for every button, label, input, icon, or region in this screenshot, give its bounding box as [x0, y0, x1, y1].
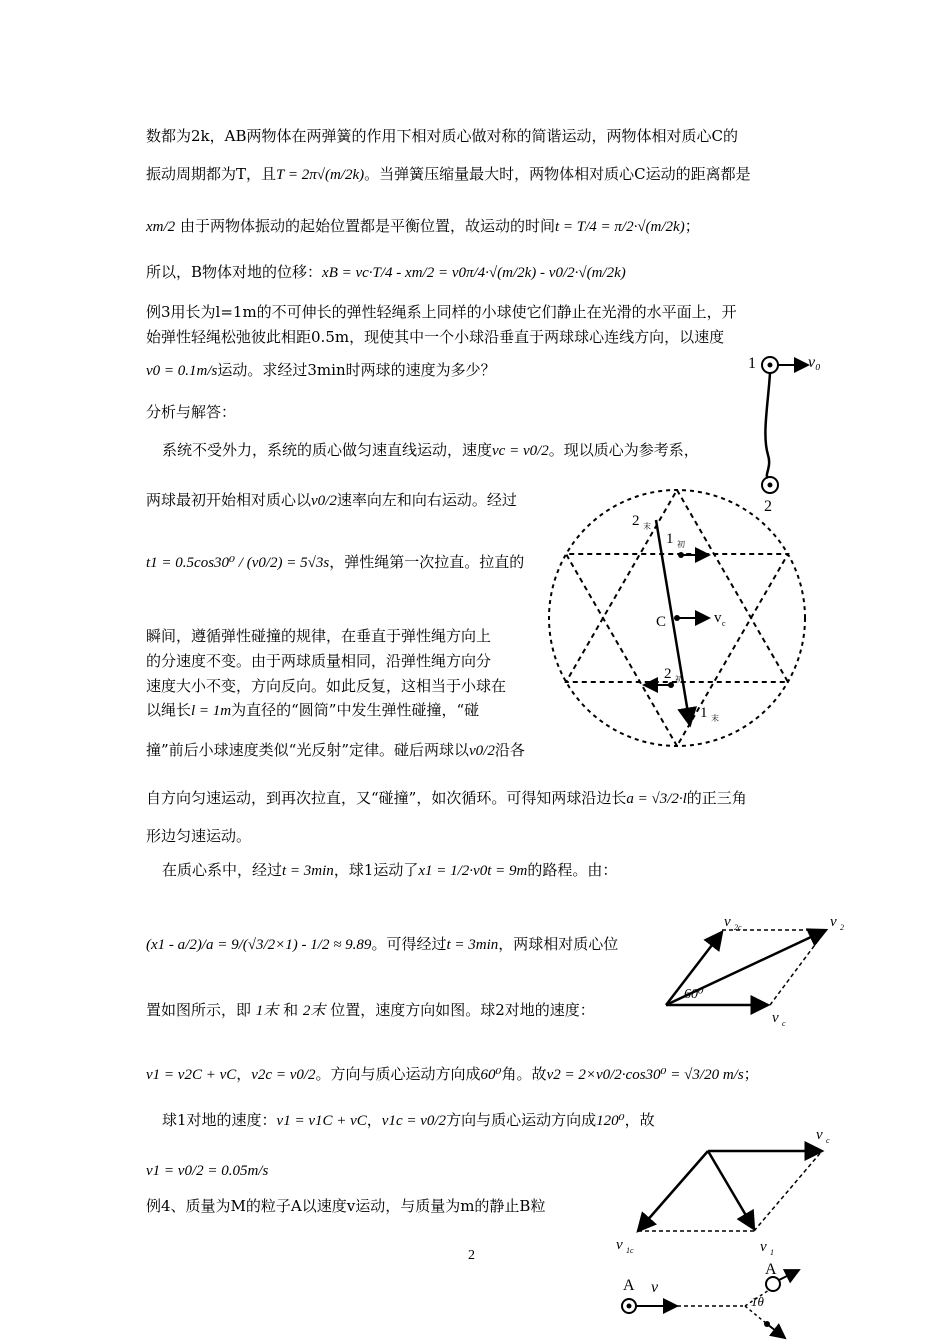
- text-line: [146, 700, 479, 721]
- label-sub: 末: [711, 714, 719, 723]
- ball-1-label: 1: [748, 355, 756, 372]
- formula-v2: v2 = 2×v0/2·cos30⁰ = √3/20 m/s: [546, 1067, 744, 1083]
- text-line: [146, 1160, 268, 1181]
- ball-2-label: 2: [764, 498, 772, 515]
- label-a: A: [765, 1262, 777, 1278]
- label-vc: v: [714, 610, 722, 626]
- label-1: 1: [666, 531, 674, 547]
- label-sub: c: [722, 619, 726, 628]
- text-line: [146, 934, 618, 955]
- text-span: 由于两物体振动的起始位置都是平衡位置，故运动的时间: [179, 217, 555, 235]
- label-sub: 初: [677, 540, 685, 549]
- text-line: 的分速度不变。由于两球质量相同，沿弹性绳方向分: [146, 652, 492, 670]
- text-line: 数都为2k，AB两物体在两弹簧的作用下相对质心做对称的简谐运动，两物体相对质心C的: [146, 127, 738, 145]
- text-span: 沿各: [494, 741, 525, 759]
- angle-label: 1θ: [751, 1294, 764, 1309]
- label-vc: v: [816, 1127, 823, 1143]
- text-span: 和: [283, 1001, 299, 1019]
- text-span: 。方向与质心运动方向成: [315, 1065, 481, 1083]
- text-span: ，故: [624, 1111, 655, 1129]
- text-line: [146, 262, 626, 283]
- text-span: 。当弹簧压缩量最大时，两物体相对质心C运动的距离都是: [364, 165, 751, 183]
- v0-label: v₀: [808, 354, 821, 371]
- text-line: [146, 360, 496, 381]
- text-span: 以绳长: [146, 701, 192, 719]
- label-2-final: 2末: [302, 1003, 326, 1019]
- text-span: 运动。求经过3min时两球的速度为多少？: [217, 361, 496, 379]
- formula-vector-sum: v1 = v2C + vC: [146, 1067, 237, 1083]
- text-span: ，: [366, 1111, 382, 1129]
- formula-angle: 60⁰: [480, 1067, 502, 1083]
- label-v1c: v: [616, 1237, 623, 1253]
- text-line: [146, 1064, 759, 1085]
- text-span: 振动周期都为T，且: [146, 165, 277, 183]
- text-line: 瞬间，遵循弹性碰撞的规律，在垂直于弹性绳方向上: [146, 627, 492, 645]
- formula-t1: t1 = 0.5cos30⁰ / (v0/2) = 5√3s: [146, 555, 330, 571]
- text-line: [146, 1000, 595, 1021]
- text-line: [146, 740, 525, 761]
- label-a: A: [623, 1277, 635, 1294]
- text-span: 方向与质心运动方向成: [446, 1111, 597, 1129]
- label-sub: 1c: [626, 1246, 634, 1255]
- text-span: 置如图所示，即: [146, 1001, 252, 1019]
- formula-half-amplitude: xm/2: [146, 219, 176, 235]
- formula-ratio: (x1 - a/2)/a = 9/(√3/2×1) - 1/2 ≈ 9.89: [146, 937, 372, 953]
- label-2: 2: [664, 666, 672, 682]
- label-v1: v: [760, 1239, 767, 1255]
- label-sub: c: [826, 1136, 830, 1145]
- formula-v1: v1 = v0/2 = 0.05m/s: [146, 1163, 269, 1179]
- formula-v2c: v2c = v0/2: [251, 1067, 316, 1083]
- text-line: [162, 860, 617, 881]
- text-span: 位置，速度方向如图。球2对地的速度：: [330, 1001, 595, 1019]
- text-line: [146, 490, 517, 511]
- formula-side-a: a = √3/2·l: [626, 791, 687, 807]
- label-v2: v: [830, 914, 837, 930]
- label-c: C: [656, 614, 667, 630]
- label-sub: c: [782, 1019, 786, 1028]
- text-span: 角。故: [501, 1065, 547, 1083]
- text-span: 在质心系中，经过: [162, 861, 283, 879]
- text-line: 例4、质量为M的粒子A以速度v运动，与质量为m的静止B粒: [146, 1197, 546, 1215]
- text-line: [146, 552, 524, 573]
- label-v2c: v: [724, 914, 731, 930]
- text-line: [162, 440, 699, 461]
- velocity-parallelogram-2: [660, 910, 850, 1030]
- text-span: ；: [743, 1065, 759, 1083]
- text-span: 球1对地的速度：: [162, 1111, 277, 1129]
- formula-displacement: xB = vc·T/4 - xm/2 = v0π/4·√(m/2k) - v0/2·√(m/2k): [322, 265, 626, 281]
- formula-time: t = T/4 = π/2·√(m/2k): [554, 219, 685, 235]
- text-span: 的路程。由：: [527, 861, 618, 879]
- label-sub: 初: [675, 675, 683, 684]
- rope: [765, 373, 770, 478]
- label-sub: 末: [643, 522, 651, 531]
- formula-x1: x1 = 1/2·v0t = 9m: [418, 863, 528, 879]
- particle-a-after: [766, 1277, 780, 1291]
- text-span: 。现以质心为参考系，: [548, 441, 699, 459]
- formula-vector-sum: v1 = v1C + vC: [276, 1113, 367, 1129]
- label-sub: 1: [770, 1248, 774, 1257]
- formula-half-v0: v0/2: [469, 743, 495, 759]
- text-span: ，弹性绳第一次拉直。拉直的: [329, 553, 525, 571]
- text-span: 。可得经过: [371, 935, 447, 953]
- text-span: 速率向左和向右运动。经过: [336, 491, 517, 509]
- text-line: 分析与解答：: [146, 403, 237, 421]
- text-span: ，球1运动了: [333, 861, 419, 879]
- formula-v0: v0 = 0.1m/s: [146, 363, 218, 379]
- text-span: 的正三角: [686, 789, 747, 807]
- text-span: ，两球相对质心位: [498, 935, 619, 953]
- text-line: 形边匀速运动。: [146, 827, 252, 845]
- text-line: [162, 1110, 655, 1131]
- formula-half-v0: v0/2: [311, 493, 337, 509]
- text-line: [146, 788, 747, 809]
- text-line: [146, 216, 700, 237]
- label-sub: 2c: [734, 923, 742, 932]
- label-2: 2: [632, 513, 640, 529]
- label-v: v: [651, 1279, 659, 1296]
- text-span: 撞”前后小球速度类似“光反射”定律。碰后两球以: [146, 741, 470, 759]
- label-vc: v: [772, 1010, 779, 1026]
- formula-vc: vc = v0/2: [492, 443, 549, 459]
- text-span: ；: [684, 217, 700, 235]
- v1-arrow: [708, 1151, 754, 1229]
- text-line: 始弹性轻绳松弛彼此相距0.5m，现使其中一个小球沿垂直于两球球心连线方向，以速度: [146, 328, 725, 346]
- label-sub: 2: [840, 923, 844, 932]
- text-span: 自方向匀速运动，到再次拉直，又“碰撞”，如次循环。可得知两球沿边长: [146, 789, 627, 807]
- collision-figure: [615, 1262, 815, 1344]
- text-span: 为直径的“圆筒”中发生弹性碰撞，“碰: [231, 701, 480, 719]
- formula-angle: 120⁰: [596, 1113, 625, 1129]
- label-1-final: 1末: [255, 1003, 279, 1019]
- text-span: ，: [236, 1065, 252, 1083]
- formula-t: t = 3min: [282, 863, 334, 879]
- formula-v1c: v1c = v0/2: [381, 1113, 447, 1129]
- formula-rope-length: l = 1m: [191, 703, 232, 719]
- text-span: 系统不受外力，系统的质心做匀速直线运动，速度: [162, 441, 493, 459]
- text-line: 速度大小不变，方向反向。如此反复，这相当于小球在: [146, 677, 507, 695]
- velocity-parallelogram-1: [612, 1125, 837, 1260]
- formula-t: t = 3min: [446, 937, 499, 953]
- page-number: 2: [468, 1248, 475, 1263]
- text-line: [146, 164, 751, 185]
- text-span: 所以，B物体对地的位移：: [146, 263, 323, 281]
- label-1: 1: [700, 705, 708, 721]
- hexagram-figure: [544, 485, 814, 750]
- v1c-arrow: [638, 1151, 708, 1231]
- text-line: 例3用长为l=1m的不可伸长的弹性轻绳系上同样的小球使它们静止在光滑的水平面上，开: [146, 303, 737, 321]
- formula-period: T = 2π√(m/2k): [276, 167, 365, 183]
- angle-label: 60⁰: [684, 987, 704, 1002]
- text-span: 两球最初开始相对质心以: [146, 491, 312, 509]
